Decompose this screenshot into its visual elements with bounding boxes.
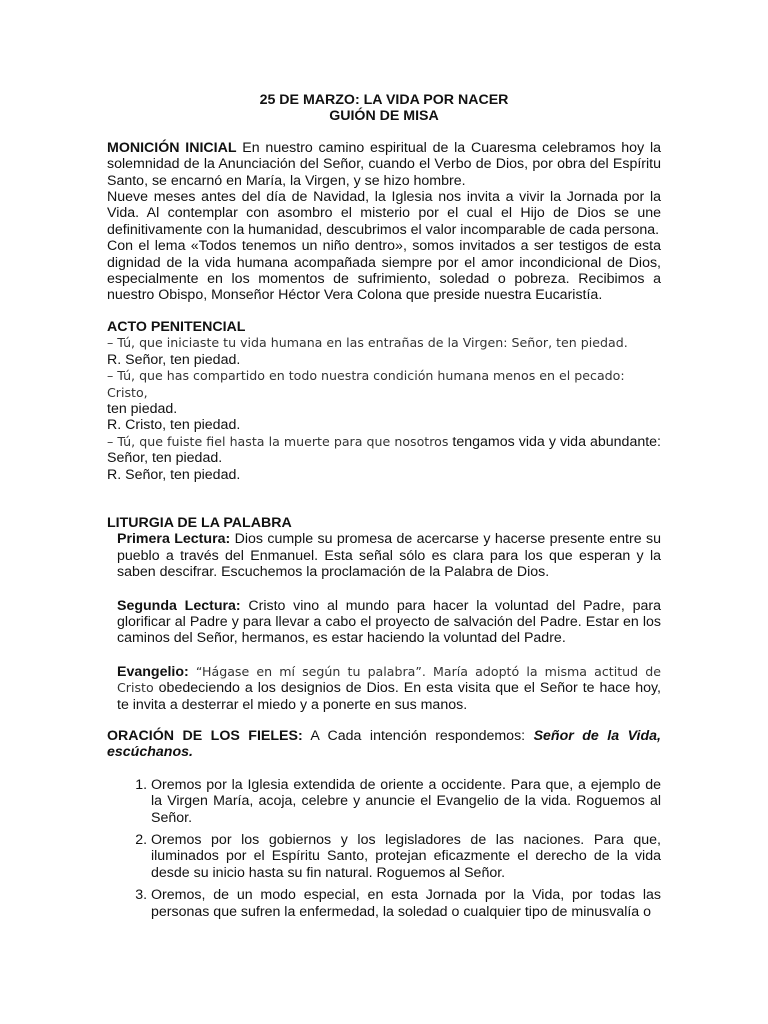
- oracion-item-2: 2. Oremos por los gobiernos y los legisladores de las naciones. Para que, iluminados por el Espíritu Santo, protejan eficazmente el derecho de la vida desde su inicio hasta su fin natural. Roguemos al Señor.: [151, 832, 661, 881]
- oracion-section: [107, 728, 661, 920]
- evangelio-label: Evangelio:: [117, 663, 189, 680]
- evangelio: [117, 664, 661, 713]
- segunda-lectura-text: Cristo vino al mundo para hacer la voluntad del Padre, para glorificar al Padre y para llevar a cabo el proyecto de salvación del Padre. Estar en los caminos del Señor, hermanos, es estar haciendo la voluntad del Padre.: [117, 597, 662, 647]
- oracion-intro-line: [107, 728, 661, 761]
- penitencial-section: [107, 319, 661, 483]
- penitencial-invocation-1: – Tú, que iniciaste tu vida humana en las entrañas de la Virgen: Señor, ten piedad.: [107, 335, 628, 351]
- liturgia-heading: LITURGIA DE LA PALABRA: [107, 514, 292, 531]
- penitencial-response-2: R. Cristo, ten piedad.: [107, 417, 241, 434]
- segunda-lectura: [117, 598, 661, 647]
- evangelio-quote: “Hágase en mí según tu palabra”. María adoptó la misma actitud de Cristo: [117, 663, 661, 696]
- monicion-paragraph-3: Con el lema «Todos tenemos un niño dentro», somos invitados a ser testigos de esta dignidad de la vida humana acompañada siempre por el amor incondicional de Dios, especialmente en los momentos de sufrimiento, soledad o pobreza. Recibimos a nuestro Obispo, Monseñor Héctor Vera Colona que preside nuestra Eucaristía.: [107, 238, 661, 304]
- liturgia-section: [107, 515, 661, 713]
- penitencial-heading: ACTO PENITENCIAL: [107, 318, 246, 335]
- oracion-response: Señor de la Vida, escúchanos.: [107, 728, 661, 761]
- primera-lectura-text: Dios cumple su promesa de acercarse y hacerse presente entre su pueblo a través del Enmanuel. Esta señal sólo es clara para los que esperan y la saben descifrar. Escuchemos la proclamación de la Palabra de Dios.: [117, 531, 661, 581]
- title-line-2: GUIÓN DE MISA: [329, 108, 439, 125]
- penitencial-invocation-3b: tengamos vida y vida abundante: Señor, ten piedad.: [107, 433, 662, 467]
- document-title: [107, 92, 661, 125]
- oracion-item-1: 1. Oremos por la Iglesia extendida de oriente a occidente. Para que, a ejemplo de la Virgen María, acoja, celebre y anuncie el Evangelio de la vida. Roguemos al Señor.: [151, 777, 661, 826]
- oracion-heading: ORACIÓN DE LOS FIELES:: [107, 728, 303, 744]
- penitencial-response-3: R. Señor, ten piedad.: [107, 466, 241, 483]
- evangelio-text: obedeciendo a los designios de Dios. En esta visita que el Señor te hace hoy, te invita a desterrar el miedo y a ponerte en sus manos.: [117, 680, 661, 713]
- primera-lectura-label: Primera Lectura:: [117, 531, 231, 548]
- oracion-intro: A Cada intención respondemos:: [302, 728, 534, 744]
- monicion-paragraph-1: [107, 140, 661, 189]
- monicion-text-1: En nuestro camino espiritual de la Cuaresma celebramos hoy la solemnidad de la Anunciación del Señor, cuando el Verbo de Dios, por obra del Espíritu Santo, se encarnó en María, la Virgen, y se hizo hombre.: [107, 139, 661, 189]
- oracion-list: [107, 777, 661, 920]
- penitencial-invocation-2: – Tú, que has compartido en todo nuestra condición humana menos en el pecado: Cristo,: [107, 368, 625, 400]
- monicion-heading: MONICIÓN INICIAL: [107, 139, 237, 156]
- penitencial-invocation-3a: – Tú, que fuiste fiel hasta la muerte para que nosotros: [107, 433, 449, 449]
- penitencial-invocation-2-cont: ten piedad.: [107, 400, 178, 417]
- title-line-1: 25 DE MARZO: LA VIDA POR NACER: [259, 92, 509, 108]
- document-content: [107, 92, 661, 926]
- penitencial-invocation-3: [107, 434, 661, 467]
- primera-lectura: [117, 531, 661, 580]
- oracion-item-3: 3. Oremos, de un modo especial, en esta Jornada por la Vida, por todas las personas que sufren la enfermedad, la soledad o cualquier tipo de minusvalía o: [151, 887, 661, 920]
- segunda-lectura-label: Segunda Lectura:: [117, 597, 241, 614]
- penitencial-response-1: R. Señor, ten piedad.: [107, 351, 241, 368]
- monicion-paragraph-2: Nueve meses antes del día de Navidad, la Iglesia nos invita a vivir la Jornada por la Vida. Al contemplar con asombro el misterio por el cual el Hijo de Dios se une definitivamente con la humanidad, descubrimos el valor incomparable de cada persona.: [107, 189, 661, 238]
- monicion-section: [107, 140, 661, 304]
